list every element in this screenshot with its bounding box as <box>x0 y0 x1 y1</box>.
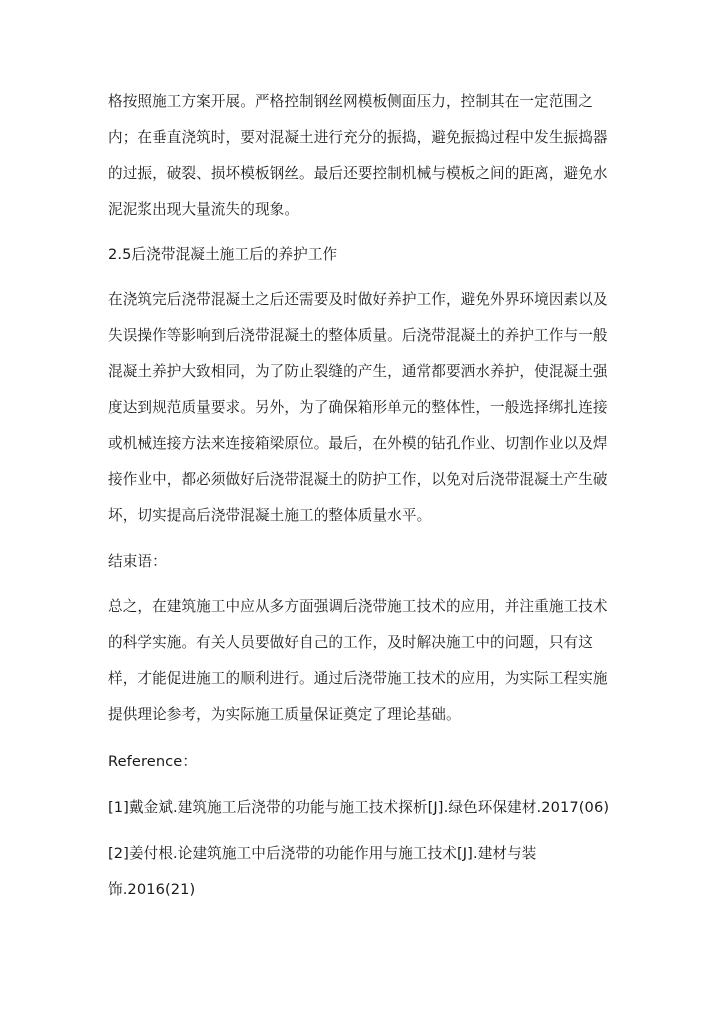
paragraph-line: 格按照施工方案开展。严格控制钢丝网模板侧面压力，控制其在一定范围之 <box>108 93 593 110</box>
paragraph-line: 坏，切实提高后浇带混凝土施工的整体质量水平。 <box>108 507 432 524</box>
reference-item: [2]姜付根.论建筑施工中后浇带的功能作用与施工技术[J].建材与装 <box>108 845 537 862</box>
conclusion-heading: 结束语： <box>108 553 167 570</box>
paragraph-line: 提供理论参考，为实际施工质量保证奠定了理论基础。 <box>108 706 461 723</box>
paragraph-line: 失误操作等影响到后浇带混凝土的整体质量。后浇带混凝土的养护工作与一般 <box>108 327 608 344</box>
paragraph-line: 度达到规范质量要求。另外，为了确保箱形单元的整体性，一般选择绑扎连接 <box>108 399 608 416</box>
paragraph-line: 在浇筑完后浇带混凝土之后还需要及时做好养护工作，避免外界环境因素以及 <box>108 291 608 308</box>
paragraph-line: 或机械连接方法来连接箱梁原位。最后，在外模的钻孔作业、切割作业以及焊 <box>108 435 608 452</box>
paragraph-line: 内；在垂直浇筑时，要对混凝土进行充分的振捣，避免振捣过程中发生振捣器 <box>108 129 608 146</box>
reference-item: [1]戴金斌.建筑施工后浇带的功能与施工技术探析[J].绿色环保建材.2017(06) <box>108 799 610 816</box>
section-heading: 2.5后浇带混凝土施工后的养护工作 <box>108 246 338 263</box>
paragraph-line: 接作业中，都必须做好后浇带混凝土的防护工作，以免对后浇带混凝土产生破 <box>108 471 608 488</box>
paragraph-line: 总之，在建筑施工中应从多方面强调后浇带施工技术的应用，并注重施工技术 <box>108 598 608 615</box>
reference-item: 饰.2016(21) <box>108 881 196 898</box>
paragraph-line: 的科学实施。有关人员要做好自己的工作，及时解决施工中的问题，只有这 <box>108 634 593 651</box>
paragraph-line: 的过振，破裂、损坏模板钢丝。最后还要控制机械与模板之间的距离，避免水 <box>108 165 608 182</box>
paragraph-line: 泥泥浆出现大量流失的现象。 <box>108 201 300 218</box>
paragraph-line: 样，才能促进施工的顺利进行。通过后浇带施工技术的应用，为实际工程实施 <box>108 670 608 687</box>
paragraph-line: 混凝土养护大致相同，为了防止裂缝的产生，通常都要洒水养护，使混凝土强 <box>108 363 608 380</box>
reference-heading: Reference： <box>108 753 198 770</box>
